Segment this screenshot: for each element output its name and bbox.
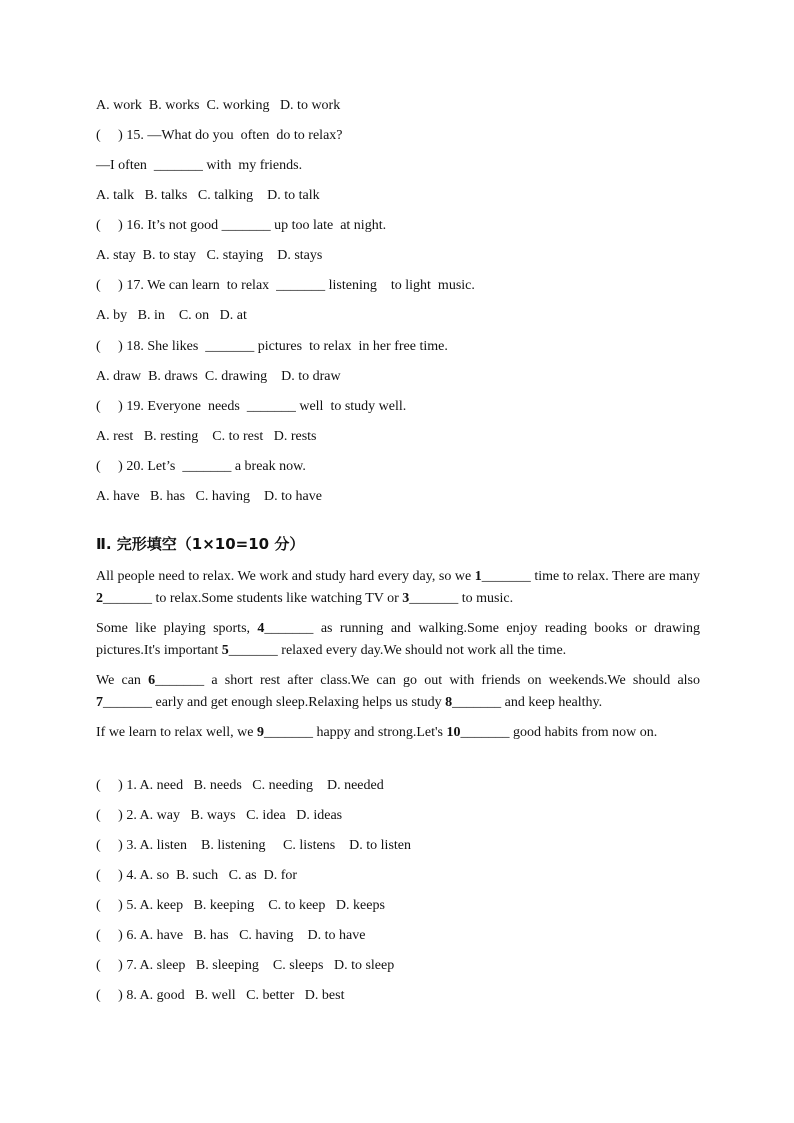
option-line: A. stay B. to stay C. staying D. stays bbox=[96, 248, 323, 263]
blank-number: 2 bbox=[96, 591, 103, 606]
paragraph-text: All people need to relax. We work and study hard every day, so we bbox=[96, 569, 475, 584]
blank-number: 9 bbox=[256, 725, 264, 740]
cloze-option-line: ( ) 7. A. sleep B. sleeping C. sleeps D. to sleep bbox=[96, 958, 395, 973]
cloze-option-line: ( ) 1. A. need B. needs C. needing D. needed bbox=[96, 778, 384, 793]
cloze-option-line: ( ) 3. A. listen B. listening C. listens D. to listen bbox=[96, 838, 411, 853]
paragraph-text: _______ happy and strong.Let's bbox=[263, 725, 447, 740]
paragraph-text: We can bbox=[96, 673, 149, 688]
cloze-option-line: ( ) 8. A. good B. well C. better D. best bbox=[96, 988, 345, 1003]
paragraph-text: _______ time to relax. There are many bbox=[481, 569, 700, 584]
cloze-option-line: ( ) 2. A. way B. ways C. idea D. ideas bbox=[96, 808, 343, 823]
paragraph-text: _______ to music. bbox=[409, 591, 514, 606]
paragraph-text: _______ good habits from now on. bbox=[460, 725, 658, 740]
option-line: A. work B. works C. working D. to work bbox=[96, 98, 341, 113]
blank-number: 6 bbox=[148, 673, 156, 688]
cloze-option-line: ( ) 5. A. keep B. keeping C. to keep D. keeps bbox=[96, 898, 385, 913]
blank-number: 4 bbox=[257, 621, 265, 636]
cloze-paragraph bbox=[96, 670, 700, 714]
question-line: ( ) 18. She likes _______ pictures to relax in her free time. bbox=[96, 339, 448, 354]
paragraph-text: _______ a short rest after class.We can go out with friends on weekends.We should also bbox=[155, 673, 700, 688]
paragraph-text: Some like playing sports, bbox=[96, 621, 258, 636]
paragraph-text: If we learn to relax well, we bbox=[96, 725, 257, 740]
option-line: A. draw B. draws C. drawing D. to draw bbox=[96, 369, 341, 384]
question-line: ( ) 16. It’s not good _______ up too late at night. bbox=[96, 218, 387, 233]
paragraph-text: _______ as running and walking.Some enjoy reading books or drawing pictures.It's important bbox=[96, 621, 700, 658]
blank-number: 8 bbox=[445, 695, 453, 710]
option-line: A. have B. has C. having D. to have bbox=[96, 489, 322, 504]
cloze-option-line: ( ) 6. A. have B. has C. having D. to have bbox=[96, 928, 366, 943]
question-line: ( ) 19. Everyone needs _______ well to study well. bbox=[96, 399, 407, 414]
blank-number: 7 bbox=[96, 695, 103, 710]
paragraph-text: _______ early and get enough sleep.Relaxing helps us study bbox=[103, 695, 446, 710]
cloze-paragraph bbox=[96, 722, 700, 744]
question-line: ( ) 20. Let’s _______ a break now. bbox=[96, 459, 306, 474]
section-title: Ⅱ. 完形填空（1×10=10 分） bbox=[96, 535, 305, 553]
blank-number: 1 bbox=[474, 569, 482, 584]
question-line: —I often _______ with my friends. bbox=[96, 158, 303, 173]
cloze-paragraph bbox=[96, 618, 700, 662]
blank-number: 5 bbox=[221, 643, 229, 658]
blank-number: 10 bbox=[446, 725, 461, 740]
option-line: A. rest B. resting C. to rest D. rests bbox=[96, 429, 317, 444]
cloze-option-line: ( ) 4. A. so B. such C. as D. for bbox=[96, 868, 298, 883]
paragraph-text: _______ to relax.Some students like watching TV or bbox=[103, 591, 403, 606]
question-line: ( ) 17. We can learn to relax _______ listening to light music. bbox=[96, 278, 475, 293]
paragraph-text: _______ and keep healthy. bbox=[452, 695, 603, 710]
paragraph-text: _______ relaxed every day.We should not work all the time. bbox=[228, 643, 567, 658]
option-line: A. by B. in C. on D. at bbox=[96, 308, 247, 323]
question-line: ( ) 15. —What do you often do to relax? bbox=[96, 128, 343, 143]
cloze-paragraph bbox=[96, 566, 700, 610]
blank-number: 3 bbox=[402, 591, 410, 606]
option-line: A. talk B. talks C. talking D. to talk bbox=[96, 188, 320, 203]
